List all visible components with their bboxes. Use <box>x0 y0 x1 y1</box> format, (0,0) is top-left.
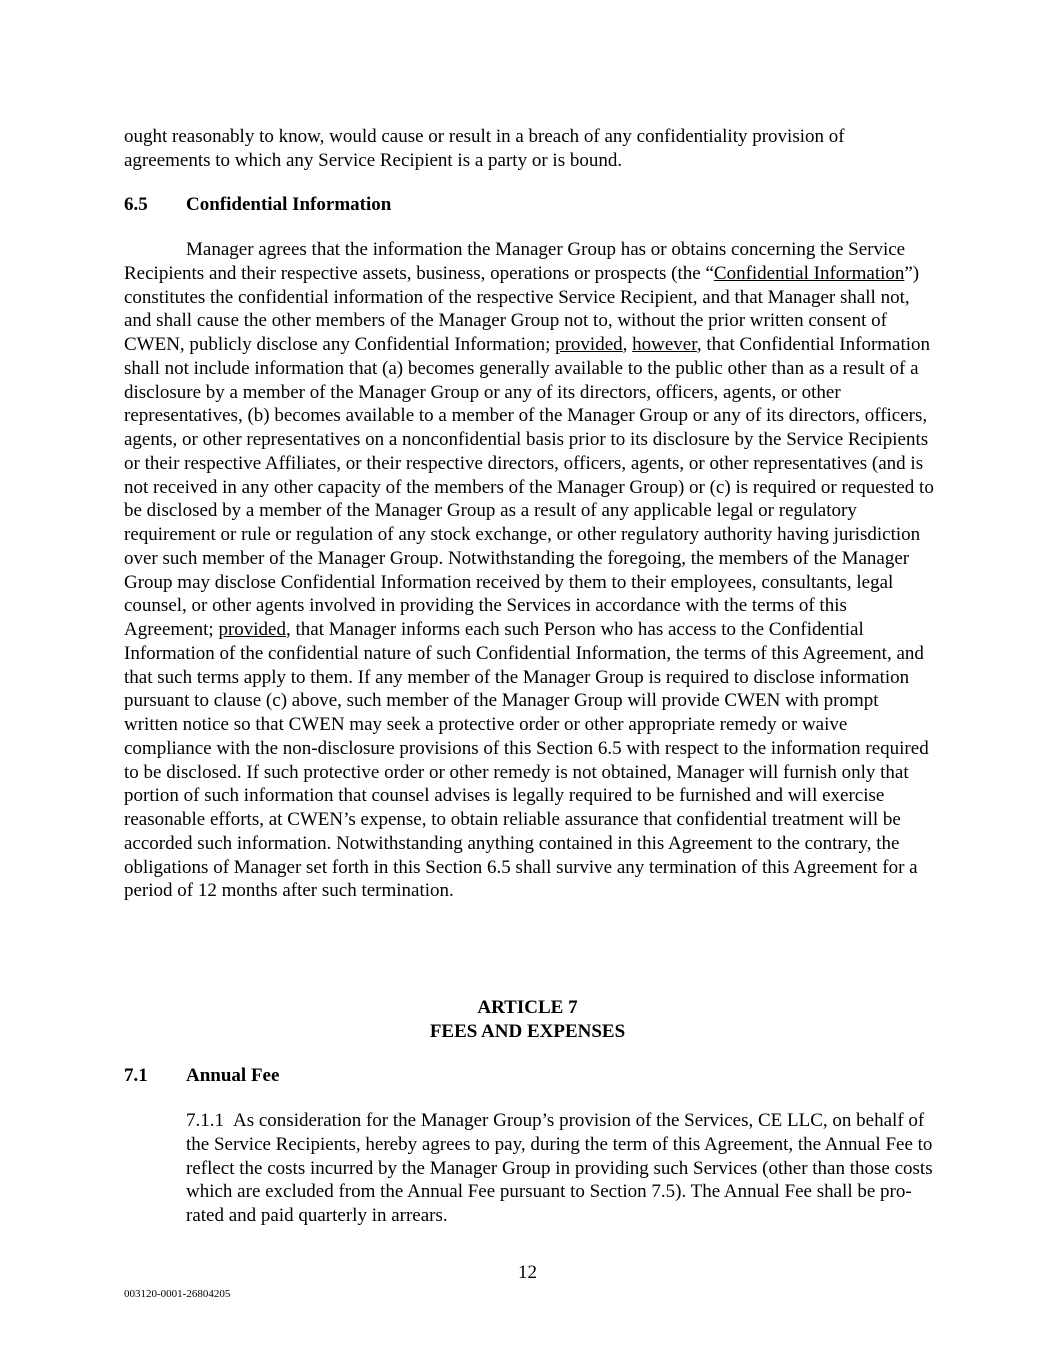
comma-separator: , <box>622 334 633 355</box>
section-6-5-text-part-4: , that Manager informs each such Person who has access to the Confidential Information of the confidential nature of such Confidential Information, the terms of this Agreement, and that such terms apply to them. If any member of the Manager Group is required to disclose information pursuant to clause (c) above, such member of the Manager Group will provide CWEN with prompt written notice so that CWEN may seek a protective order or other appropriate remedy or waive compliance with the non-disclosure provisions of this Section 6.5 with respect to the information required to be disclosed. If such protective order or other remedy is not obtained, Manager will furnish only that portion of such information that counsel advises is legally required to be furnished and will exercise reasonable efforts, at CWEN’s expense, to obtain reliable assurance that confidential treatment will be accorded such information. Notwithstanding anything contained in this Agreement to the contrary, the obligations of Manager set forth in this Section 6.5 shall survive any termination of this Agreement for a period of 12 months after such termination. <box>124 619 929 902</box>
section-6-5-heading <box>124 193 391 217</box>
provided-term-1: provided <box>555 334 623 355</box>
section-6-5-title: Confidential Information <box>186 194 392 215</box>
section-6-5-number: 6.5 <box>124 194 148 215</box>
carryover-paragraph <box>124 125 934 173</box>
section-6-5-paragraph <box>124 238 934 903</box>
section-7-1-title: Annual Fee <box>186 1065 280 1086</box>
page-number: 12 <box>518 1262 537 1283</box>
article-7-title: FEES AND EXPENSES <box>429 1021 626 1042</box>
section-6-5-text-part-2: ”) constitutes the confidential information of the respective Service Recipient, and that Manager shall not, and shall cause the other members of the Manager Group not to, without the prior written consent of CWEN, publicly disclose any Confidential Information; <box>124 262 920 355</box>
however-term: however <box>632 334 697 355</box>
section-7-1-number: 7.1 <box>124 1065 148 1086</box>
section-7-1-1-number: 7.1.1 <box>186 1110 224 1131</box>
provided-term-2: provided <box>218 619 286 640</box>
document-id: 003120-0001-26804205 <box>124 1288 231 1300</box>
section-6-5-text-part-3: , that Confidential Information shall not include information that (a) becomes generally available to the public other than as a result of a disclosure by a member of the Manager Group or any of its directors, officers, agents, or other representatives, (b) becomes available to a member of the Manager Group or any of its directors, officers, agents, or other representatives on a nonconfidential basis prior to its disclosure by the Service Recipients or their respective Affiliates, or their respective directors, officers, agents, or other representatives (and is not received in any other capacity of the members of the Manager Group) or (c) is required or requested to be disclosed by a member of the Manager Group as a result of any applicable legal or regulatory requirement or rule or regulation of any stock exchange, or other regulatory authority having jurisdiction over such member of the Manager Group. Notwithstanding the foregoing, the members of the Manager Group may disclose Confidential Information received by them to their employees, consultants, legal counsel, or other agents involved in providing the Services in accordance with the terms of this Agreement; <box>124 334 934 640</box>
section-7-1-1-paragraph <box>186 1109 934 1228</box>
carryover-text: ought reasonably to know, would cause or result in a breach of any confidentiality provision of agreements to which any Service Recipient is a party or is bound. <box>124 126 845 171</box>
article-7-heading <box>0 996 1055 1044</box>
article-7-number: ARTICLE 7 <box>477 997 578 1018</box>
section-6-5-text-part-1: Manager agrees that the information the Manager Group has or obtains concerning the Service Recipients and their respective assets, business, operations or prospects (the “ <box>124 239 906 284</box>
defined-term-confidential-information: Confidential Information <box>713 262 905 284</box>
section-7-1-heading <box>124 1064 279 1088</box>
section-7-1-1-text: As consideration for the Manager Group’s provision of the Services, CE LLC, on behalf of the Service Recipients, hereby agrees to pay, during the term of this Agreement, the Annual Fee to reflect the costs incurred by the Manager Group in providing such Services (other than those costs which are excluded from the Annual Fee pursuant to Section 7.5). The Annual Fee shall be pro-rated and paid quarterly in arrears. <box>186 1110 933 1226</box>
